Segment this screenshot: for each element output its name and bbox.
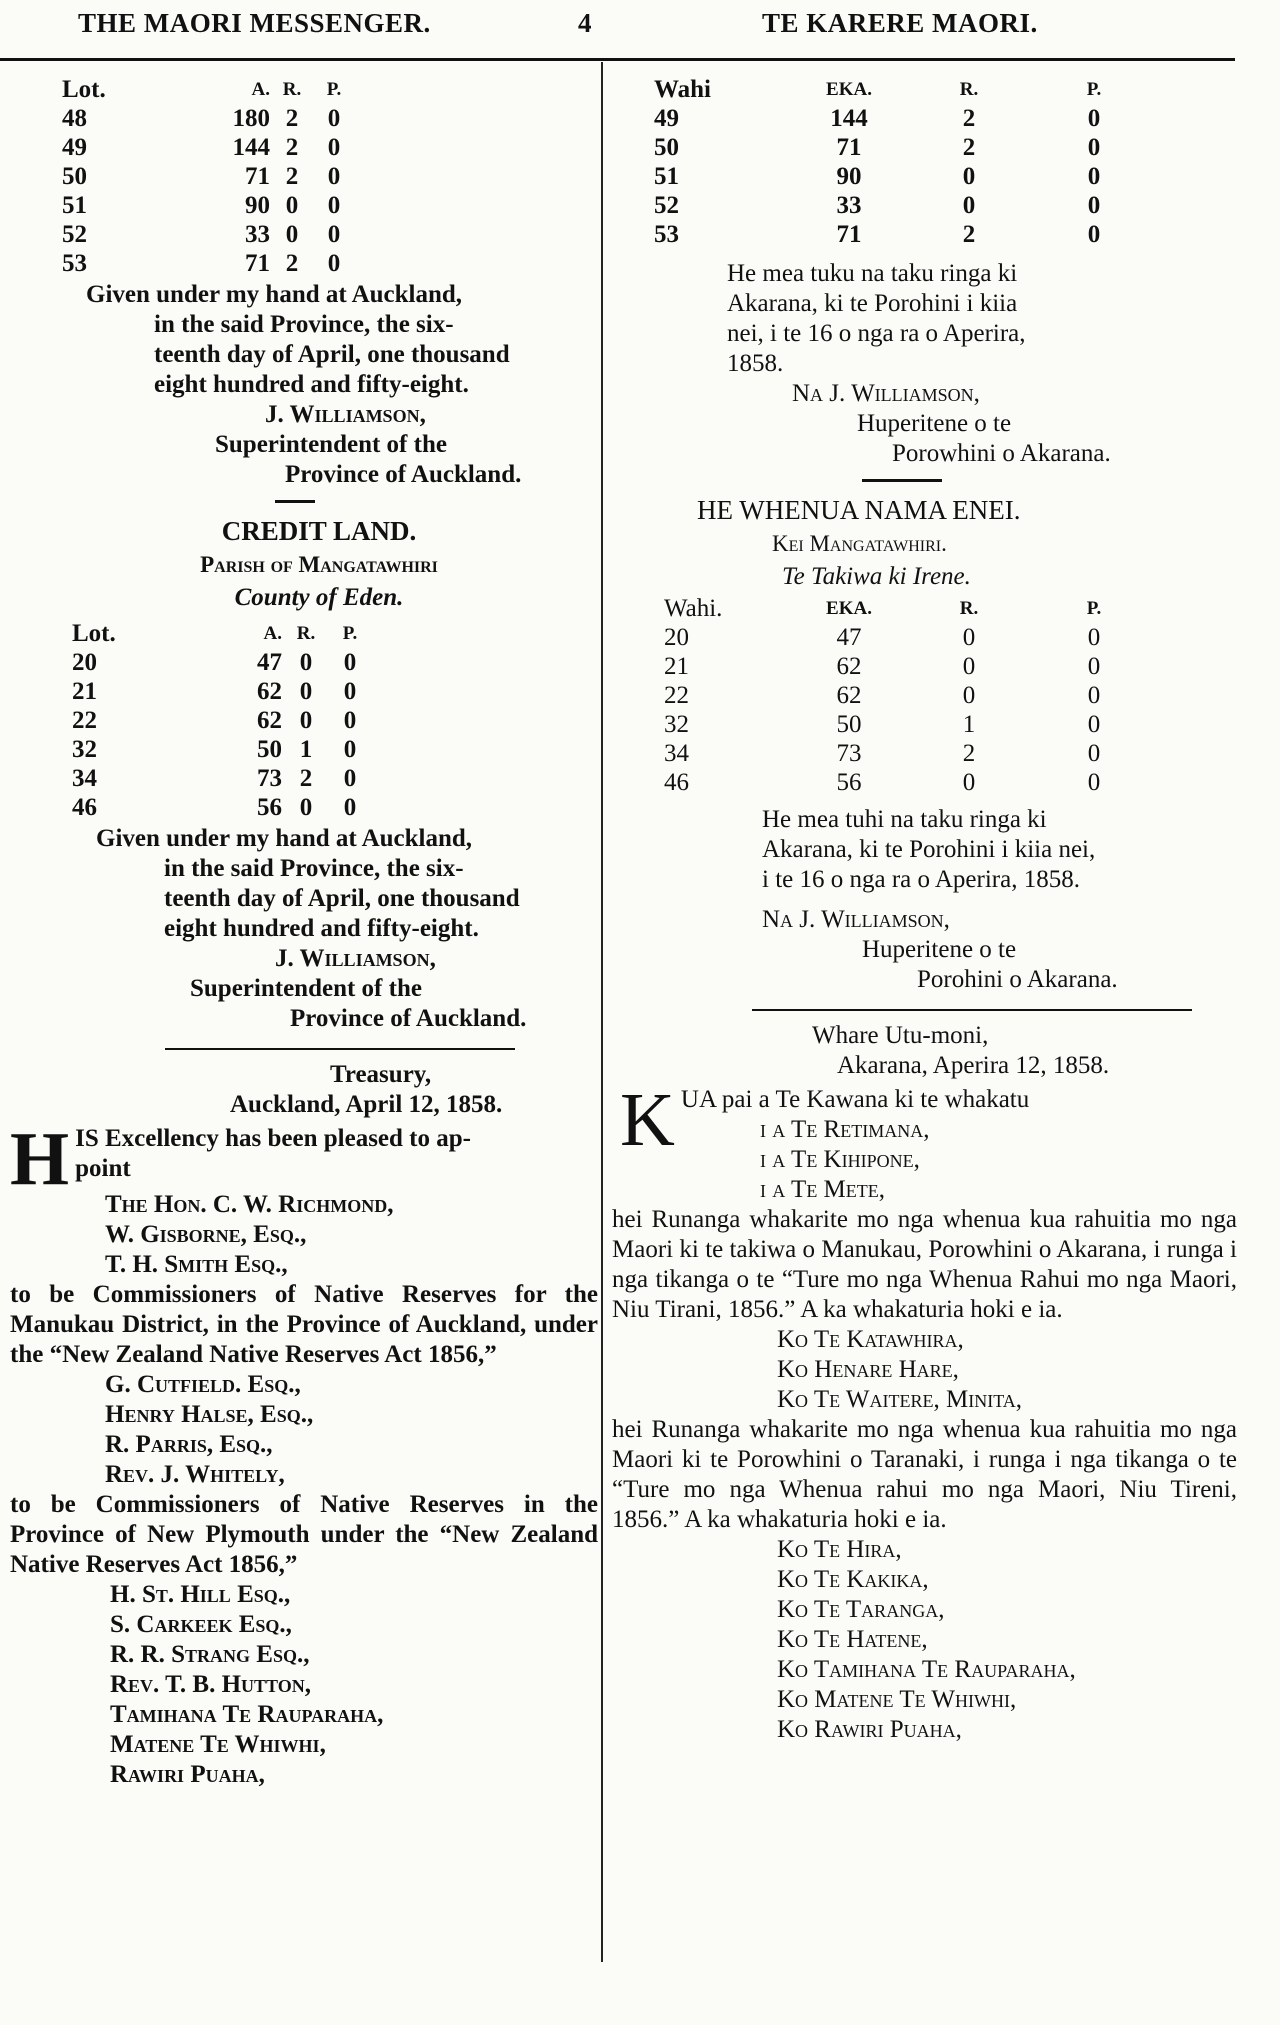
- table-row: [72, 706, 370, 735]
- notice-paragraph: to be Commissioners of Native Reserves in the Province of New Plymouth under the “New Zealand Native Reserves Act 1856,”: [10, 1491, 598, 1578]
- parish-title: Kei Mangatawhiri.: [772, 531, 947, 556]
- masthead-maori: TE KARERE MAORI.: [762, 8, 1038, 38]
- table-cell: 0: [1087, 682, 1101, 709]
- given-under-block: [612, 259, 1237, 379]
- table-header: Lot.: [72, 620, 116, 647]
- table-cell: 144: [232, 134, 270, 161]
- table-row: [664, 623, 1154, 652]
- table-cell: 0: [1087, 163, 1101, 190]
- header-rule: [0, 58, 1235, 61]
- table-cell: 180: [232, 105, 270, 132]
- signature-name: J. Williamson,: [275, 945, 436, 972]
- given-line: 1858.: [727, 350, 784, 377]
- table-row: [62, 133, 354, 162]
- notice-line: UA pai a Te Kawana ki te whakatu: [680, 1086, 1030, 1113]
- table-header: EKA.: [826, 598, 872, 619]
- divider: [275, 500, 315, 503]
- divider: [165, 1048, 515, 1050]
- appointment-notice: [10, 1117, 598, 1790]
- divider: [752, 1009, 1192, 1011]
- notice-line: IS Excellency has been pleased to ap-: [75, 1125, 471, 1152]
- table-row: [72, 793, 370, 822]
- name-entry: S. Carkeek Esq.,: [110, 1611, 292, 1638]
- signature-title: Huperitene o te: [857, 410, 1012, 437]
- table-header: P.: [326, 79, 342, 100]
- given-line: Akarana, ki te Porohini i kiia nei,: [762, 836, 1096, 863]
- notice-paragraph: hei Runanga whakarite mo nga whenua kua rahuitia mo nga Maori ki te takiwa o Manukau, Porowhini o Akarana, i runga i nga tikanga o te “Ture mo nga Whenua Rahui mo nga Maori, Niu Tirani, 1856.” A ka whakaturia hoki e ia.: [612, 1206, 1237, 1323]
- table-cell: 73: [836, 740, 862, 767]
- table-cell: 0: [962, 682, 976, 709]
- table-header: P.: [1086, 79, 1102, 100]
- table-cell: 46: [664, 769, 689, 796]
- signature-name: J. Williamson,: [265, 401, 426, 428]
- table-cell: 51: [654, 163, 679, 190]
- name-entry: R. R. Strang Esq.,: [110, 1641, 310, 1668]
- name-entry: i a Te Mete,: [760, 1176, 886, 1203]
- signature-title: Superintendent of the: [215, 431, 447, 458]
- table-cell: 0: [962, 769, 976, 796]
- table-cell: 73: [257, 765, 282, 792]
- treasury-heading: Whare Utu-moni,: [812, 1022, 989, 1049]
- table-header: Lot.: [62, 76, 106, 103]
- given-line: eight hundred and fifty-eight.: [164, 915, 479, 942]
- table-cell: 2: [285, 163, 299, 190]
- given-line: Given under my hand at Auckland,: [86, 281, 463, 308]
- table-cell: 90: [245, 192, 270, 219]
- given-under-block: [10, 280, 598, 400]
- given-line: teenth day of April, one thousand: [154, 341, 510, 368]
- column-divider: [601, 62, 603, 1962]
- table-cell: 0: [1087, 221, 1101, 248]
- table-cell: 71: [836, 134, 862, 161]
- name-entry: Ko Te Katawhira,: [777, 1326, 964, 1353]
- table-row: [664, 681, 1154, 710]
- given-line: He mea tuku na taku ringa ki: [727, 260, 1018, 287]
- table-row: [654, 220, 1154, 249]
- table-row: [62, 162, 354, 191]
- table-cell: 0: [343, 736, 357, 763]
- lots-table: [654, 75, 1154, 249]
- table-row: [664, 768, 1154, 797]
- table-header: R.: [959, 79, 979, 100]
- table-cell: 51: [62, 192, 87, 219]
- name-entry: Matene Te Whiwhi,: [110, 1731, 326, 1758]
- table-cell: 0: [327, 192, 341, 219]
- name-entry: Rev. T. B. Hutton,: [110, 1671, 311, 1698]
- signature-name: Na J. Williamson,: [762, 906, 950, 933]
- table-row: [62, 191, 354, 220]
- table-cell: 0: [343, 678, 357, 705]
- table-cell: 33: [836, 192, 862, 219]
- notice-paragraph: to be Commissioners of Native Reserves for the Manukau District, in the Province of Auckland, under the “New Zealand Native Reserves Act 1856,”: [10, 1281, 598, 1368]
- signature-title: Province of Auckland.: [285, 461, 522, 488]
- table-row: [72, 648, 370, 677]
- table-cell: 53: [654, 221, 679, 248]
- table-cell: 0: [962, 163, 976, 190]
- table-cell: 52: [654, 192, 679, 219]
- table-cell: 2: [285, 134, 299, 161]
- table-row: [664, 652, 1154, 681]
- table-cell: 0: [962, 624, 976, 651]
- table-header: Wahi: [654, 76, 711, 103]
- table-cell: 0: [327, 105, 341, 132]
- table-cell: 0: [962, 653, 976, 680]
- table-cell: 2: [299, 765, 313, 792]
- signature-title: Porohini o Akarana.: [917, 966, 1118, 993]
- table-cell: 50: [654, 134, 679, 161]
- table-cell: 0: [327, 134, 341, 161]
- lots-table: [62, 75, 354, 278]
- table-cell: 71: [245, 250, 270, 277]
- table-row: [654, 162, 1154, 191]
- table-cell: 0: [343, 707, 357, 734]
- table-cell: 0: [343, 649, 357, 676]
- table-cell: 0: [1087, 653, 1101, 680]
- table-row: [72, 677, 370, 706]
- table-header: A.: [263, 623, 282, 644]
- table-cell: 144: [830, 105, 868, 132]
- names-list: [10, 1370, 598, 1490]
- masthead-english: THE MAORI MESSENGER.: [78, 8, 431, 38]
- table-cell: 32: [664, 711, 689, 738]
- table-cell: 0: [299, 707, 313, 734]
- table-cell: 0: [299, 794, 313, 821]
- table-cell: 0: [1087, 105, 1101, 132]
- treasury-heading: Treasury,: [330, 1061, 432, 1088]
- table-cell: 53: [62, 250, 87, 277]
- table-cell: 0: [1087, 192, 1101, 219]
- table-cell: 0: [327, 221, 341, 248]
- table-cell: 90: [836, 163, 862, 190]
- table-row: [664, 739, 1154, 768]
- name-entry: i a Te Retimana,: [760, 1116, 930, 1143]
- given-line: nei, i te 16 o nga ra o Aperira,: [727, 320, 1026, 347]
- drop-cap: K: [620, 1078, 675, 1162]
- table-cell: 0: [285, 221, 299, 248]
- table-cell: 20: [72, 649, 97, 676]
- table-cell: 2: [962, 134, 976, 161]
- table-cell: 47: [257, 649, 282, 676]
- name-entry: W. Gisborne, Esq.,: [105, 1221, 307, 1248]
- county-title: County of Eden.: [234, 584, 404, 611]
- table-cell: 1: [299, 736, 313, 763]
- given-line: He mea tuhi na taku ringa ki: [762, 806, 1047, 833]
- names-list: [612, 1115, 1237, 1205]
- table-row: [72, 735, 370, 764]
- table-header: Wahi.: [664, 595, 723, 622]
- name-entry: H. St. Hill Esq.,: [110, 1581, 291, 1608]
- name-entry: T. H. Smith Esq.,: [105, 1251, 288, 1278]
- name-entry: Rawiri Puaha,: [110, 1761, 265, 1788]
- name-entry: Ko Te Hira,: [777, 1536, 902, 1563]
- given-under-block: [612, 805, 1237, 895]
- table-cell: 0: [1087, 740, 1101, 767]
- table-cell: 50: [836, 711, 862, 738]
- table-cell: 0: [343, 765, 357, 792]
- signature-title: Province of Auckland.: [290, 1005, 527, 1032]
- given-line: teenth day of April, one thousand: [164, 885, 520, 912]
- table-cell: 2: [962, 105, 976, 132]
- table-cell: 0: [1087, 711, 1101, 738]
- table-cell: 21: [664, 653, 689, 680]
- given-line: Given under my hand at Auckland,: [96, 825, 473, 852]
- table-cell: 49: [62, 134, 87, 161]
- name-entry: Rev. J. Whitely,: [105, 1461, 285, 1488]
- names-list: [612, 1535, 1237, 1745]
- given-line: eight hundred and fifty-eight.: [154, 371, 469, 398]
- treasury-date: Akarana, Aperira 12, 1858.: [837, 1052, 1110, 1079]
- table-header: EKA.: [826, 79, 872, 100]
- lots-table: [72, 619, 370, 822]
- table-cell: 33: [245, 221, 270, 248]
- table-row: [664, 710, 1154, 739]
- table-cell: 20: [664, 624, 689, 651]
- maori-column: [612, 75, 1237, 1745]
- name-entry: Ko Te Hatene,: [777, 1626, 928, 1653]
- english-column: [10, 75, 598, 1790]
- table-cell: 22: [664, 682, 689, 709]
- table-row: [72, 764, 370, 793]
- given-line: in the said Province, the six-: [164, 855, 464, 882]
- names-list: [10, 1190, 598, 1280]
- table-cell: 50: [62, 163, 87, 190]
- table-cell: 0: [1087, 769, 1101, 796]
- name-entry: Ko Henare Hare,: [777, 1356, 959, 1383]
- signature-name: Na J. Williamson,: [792, 380, 980, 407]
- table-row: [654, 133, 1154, 162]
- table-cell: 56: [257, 794, 282, 821]
- table-cell: 0: [285, 192, 299, 219]
- table-cell: 62: [836, 682, 862, 709]
- table-cell: 0: [299, 678, 313, 705]
- name-entry: The Hon. C. W. Richmond,: [105, 1191, 394, 1218]
- table-cell: 46: [72, 794, 97, 821]
- table-cell: 49: [654, 105, 679, 132]
- drop-cap: H: [10, 1117, 70, 1201]
- divider: [862, 479, 942, 482]
- page-number: 4: [578, 8, 592, 38]
- table-cell: 0: [343, 794, 357, 821]
- table-cell: 34: [664, 740, 689, 767]
- table-cell: 22: [72, 707, 97, 734]
- treasury-date: Auckland, April 12, 1858.: [230, 1091, 503, 1118]
- signature-title: Porowhini o Akarana.: [892, 440, 1111, 467]
- name-entry: Ko Tamihana Te Rauparaha,: [777, 1656, 1076, 1683]
- table-header: A.: [251, 79, 270, 100]
- table-row: [62, 220, 354, 249]
- table-cell: 71: [245, 163, 270, 190]
- given-under-block: [10, 824, 598, 944]
- table-cell: 21: [72, 678, 97, 705]
- name-entry: Tamihana Te Rauparaha,: [110, 1701, 384, 1728]
- table-cell: 62: [257, 678, 282, 705]
- name-entry: Ko Matene Te Whiwhi,: [777, 1686, 1017, 1713]
- table-header: R.: [296, 623, 316, 644]
- table-cell: 56: [836, 769, 862, 796]
- notice-paragraph: hei Runanga whakarite mo nga whenua kua rahuitia mo nga Maori ki te Porowhini o Taranaki, i runga i nga tikanga o te “Ture mo nga Whenua rahui mo nga Maori, Niu Tireni, 1856.” A ka whakaturia hoki e ia.: [612, 1416, 1237, 1533]
- table-cell: 2: [962, 740, 976, 767]
- name-entry: G. Cutfield. Esq.,: [105, 1371, 301, 1398]
- given-line: Akarana, ki te Porohini i kiia: [727, 290, 1018, 317]
- notice-line: point: [75, 1155, 131, 1182]
- parish-title: Parish of Mangatawhiri: [200, 552, 438, 577]
- name-entry: Henry Halse, Esq.,: [105, 1401, 314, 1428]
- name-entry: i a Te Kihipone,: [760, 1146, 920, 1173]
- names-list: [10, 1580, 598, 1790]
- table-cell: 0: [327, 163, 341, 190]
- lots-table: [664, 594, 1154, 797]
- table-cell: 62: [257, 707, 282, 734]
- section-title: CREDIT LAND.: [221, 516, 417, 546]
- table-cell: 0: [1087, 134, 1101, 161]
- table-cell: 71: [836, 221, 862, 248]
- table-cell: 48: [62, 105, 87, 132]
- table-header: P.: [342, 623, 358, 644]
- table-cell: 2: [962, 221, 976, 248]
- table-cell: 50: [257, 736, 282, 763]
- table-cell: 62: [836, 653, 862, 680]
- table-cell: 2: [285, 250, 299, 277]
- given-line: in the said Province, the six-: [154, 311, 454, 338]
- table-row: [62, 104, 354, 133]
- names-list: [612, 1325, 1237, 1415]
- table-row: [654, 104, 1154, 133]
- section-title: HE WHENUA NAMA ENEI.: [697, 495, 1021, 525]
- signature-title: Huperitene o te: [862, 936, 1017, 963]
- table-cell: 0: [962, 192, 976, 219]
- table-cell: 0: [1087, 624, 1101, 651]
- name-entry: Ko Te Kakika,: [777, 1566, 929, 1593]
- table-header: P.: [1086, 598, 1102, 619]
- table-header: R.: [959, 598, 979, 619]
- name-entry: R. Parris, Esq.,: [105, 1431, 273, 1458]
- table-row: [62, 249, 354, 278]
- table-cell: 1: [962, 711, 976, 738]
- table-cell: 2: [285, 105, 299, 132]
- given-line: i te 16 o nga ra o Aperira, 1858.: [762, 866, 1080, 893]
- table-header: R.: [282, 79, 302, 100]
- county-title: Te Takiwa ki Irene.: [782, 563, 971, 590]
- table-cell: 34: [72, 765, 97, 792]
- table-cell: 52: [62, 221, 87, 248]
- name-entry: Ko Rawiri Puaha,: [777, 1716, 962, 1743]
- appointment-notice: [612, 1078, 1237, 1745]
- signature-title: Superintendent of the: [190, 975, 422, 1002]
- table-row: [654, 191, 1154, 220]
- table-cell: 0: [299, 649, 313, 676]
- name-entry: Ko Te Taranga,: [777, 1596, 945, 1623]
- table-cell: 47: [836, 624, 862, 651]
- table-cell: 0: [327, 250, 341, 277]
- table-cell: 32: [72, 736, 97, 763]
- name-entry: Ko Te Waitere, Minita,: [777, 1386, 1023, 1413]
